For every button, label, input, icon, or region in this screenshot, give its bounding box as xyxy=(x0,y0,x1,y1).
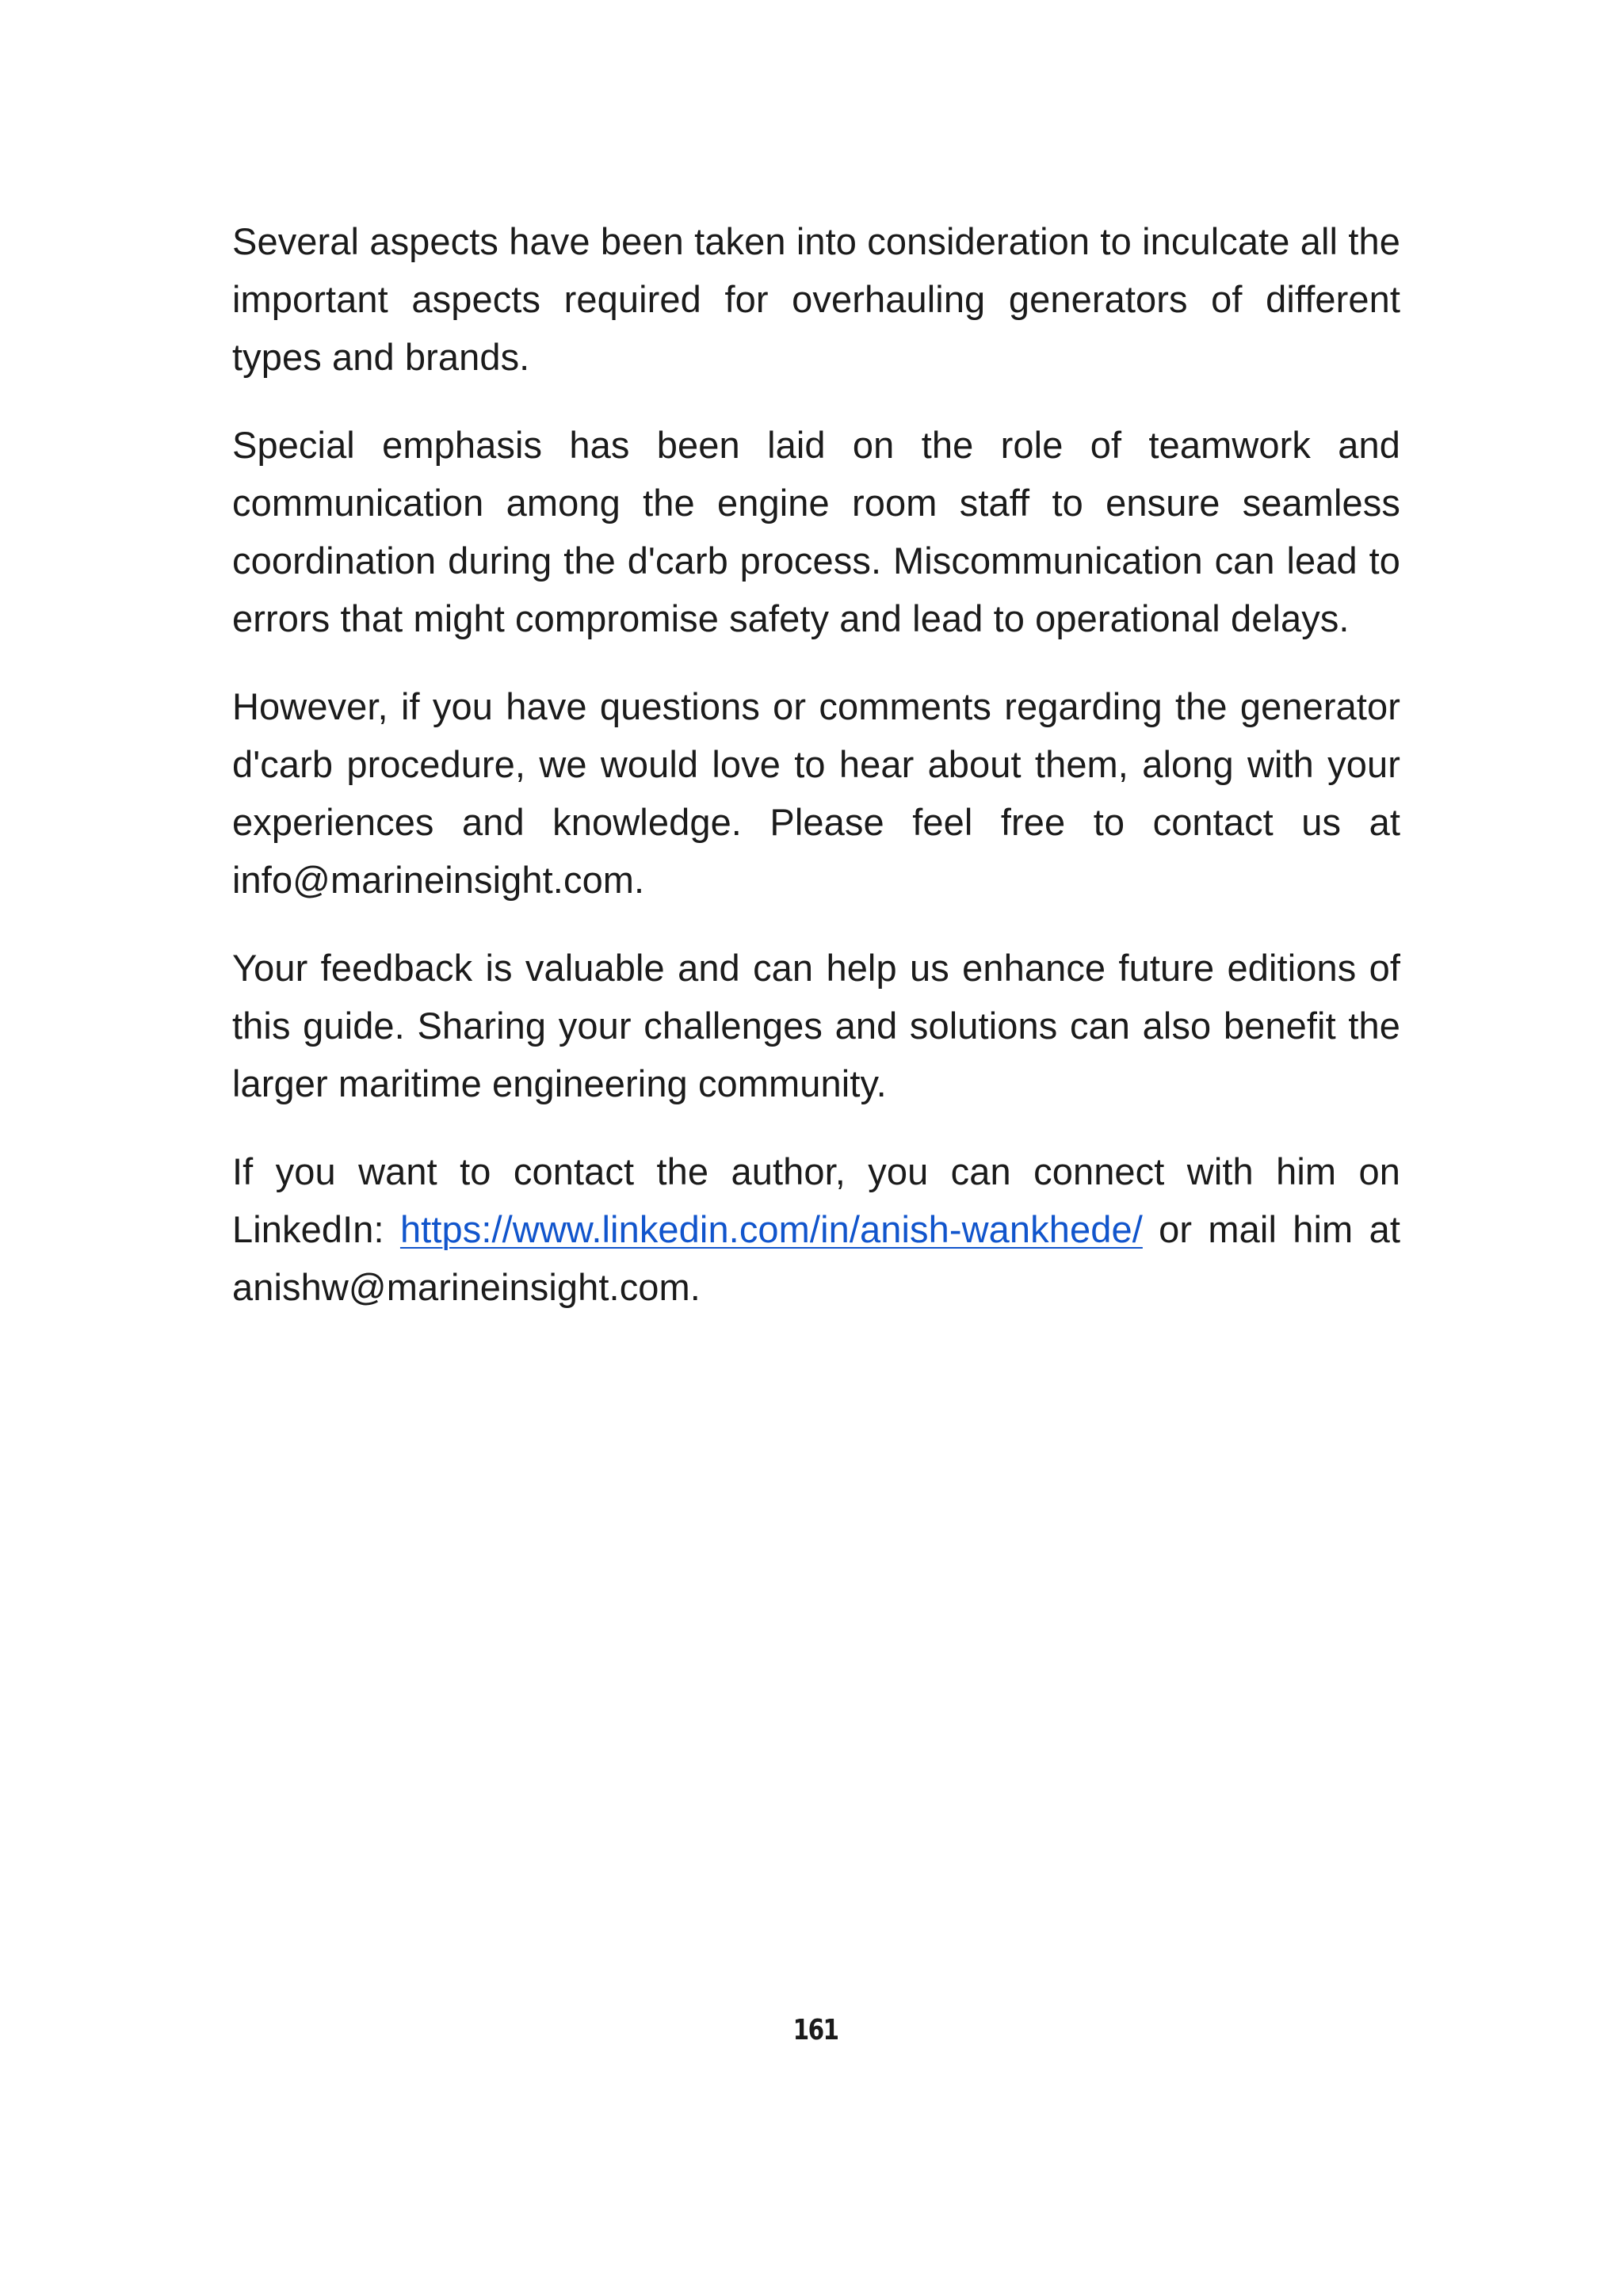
paragraph-questions: However, if you have questions or comments regarding the generator d'carb procedure, we would love to hear about them, along with your experiences and knowledge. Please feel free to contact us at info@marineinsight.com. xyxy=(232,685,1400,901)
paragraph-teamwork: Special emphasis has been laid on the role of teamwork and communication among the engine room staff to ensure seamless coordination during the d'carb process. Miscommunication can lead to errors that might compromise safety and lead to operational delays. xyxy=(232,424,1400,639)
body-text xyxy=(232,212,1400,1346)
contact-text-before-link: If you want to contact the author, you can connect with him on LinkedIn: xyxy=(232,1150,1400,1250)
contact-text-after-link: or mail him at anishw@marineinsight.com. xyxy=(232,1208,1400,1308)
paragraph-feedback: Your feedback is valuable and can help us enhance future editions of this guide. Sharing your challenges and solutions can also benefit the larger maritime engineering community. xyxy=(232,947,1400,1104)
paragraph-contact-author xyxy=(232,1142,1400,1316)
paragraph-aspects: Several aspects have been taken into consideration to inculcate all the important aspects required for overhauling generators of different types and brands. xyxy=(232,220,1400,378)
page-number: 161 xyxy=(792,2014,838,2046)
linkedin-link[interactable]: https://www.linkedin.com/in/anish-wankhede/ xyxy=(399,1208,1143,1250)
